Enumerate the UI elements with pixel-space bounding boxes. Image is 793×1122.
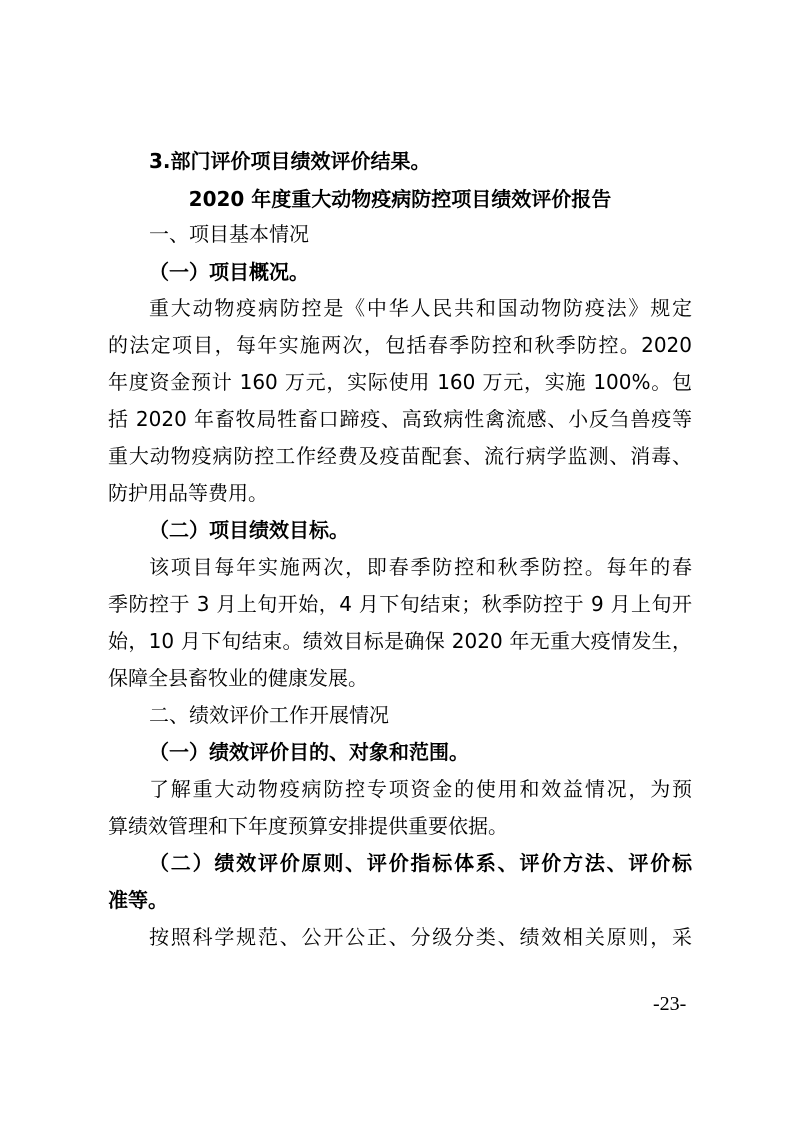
paragraph-line: 按照科学规范、公开公正、分级分类、绩效相关原则，采 [149,925,692,949]
report-title: 2020 年度重大动物疫病防控项目绩效评价报告 [188,187,612,211]
paragraph-line: 保障全县畜牧业的健康发展。 [108,666,368,690]
heading-2: 二、绩效评价工作开展情况 [149,703,389,727]
subheading-2-2-continued: 准等。 [108,888,168,912]
paragraph-line: 始，10 月下旬结束。绩效目标是确保 2020 年无重大疫情发生， [108,629,692,653]
paragraph-line: 年度资金预计 160 万元，实际使用 160 万元，实施 100%。包 [108,370,692,394]
paragraph-line: 算绩效管理和下年度预算安排提供重要依据。 [108,814,508,838]
paragraph-line: 的法定项目，每年实施两次，包括春季防控和秋季防控。2020 [108,333,692,357]
paragraph-line: 重大动物疫病防控工作经费及疫苗配套、流行病学监测、消毒、 [108,444,692,468]
subheading-1-1: （一）项目概况。 [149,260,309,284]
section-heading: 3.部门评价项目绩效评价结果。 [149,149,431,173]
subheading-2-1: （一）绩效评价目的、对象和范围。 [149,740,469,764]
paragraph-line: 重大动物疫病防控是《中华人民共和国动物防疫法》规定 [149,296,692,320]
paragraph-line: 防护用品等费用。 [108,481,268,505]
paragraph-line: 季防控于 3 月上旬开始，4 月下旬结束；秋季防控于 9 月上旬开 [108,592,692,616]
subheading-2-2: （二）绩效评价原则、评价指标体系、评价方法、评价标 [149,851,692,875]
heading-1: 一、项目基本情况 [149,222,309,246]
page-number: -23- [653,993,687,1015]
subheading-1-2: （二）项目绩效目标。 [149,518,349,542]
paragraph-line: 了解重大动物疫病防控专项资金的使用和效益情况，为预 [149,777,692,801]
paragraph-line: 括 2020 年畜牧局牲畜口蹄疫、高致病性禽流感、小反刍兽疫等 [108,407,692,431]
paragraph-line: 该项目每年实施两次，即春季防控和秋季防控。每年的春 [149,555,692,579]
